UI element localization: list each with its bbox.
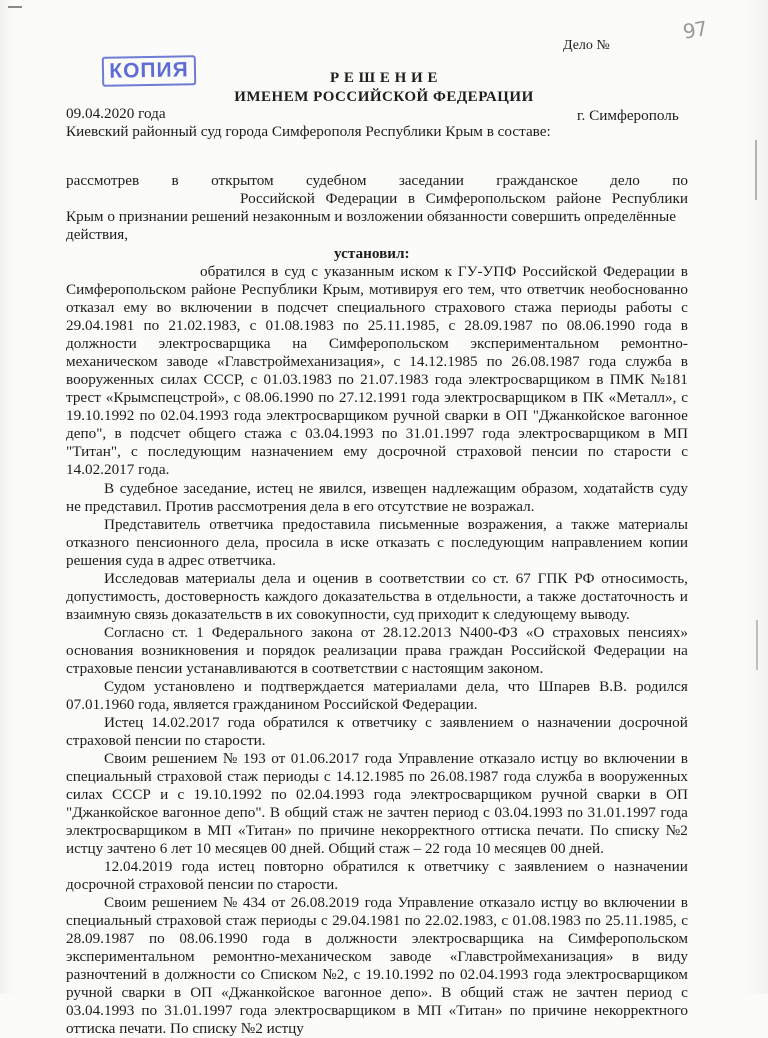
paragraph-line: 28.09.1987 по 08.06.1990 года в должности электросварщика на Симферопольском xyxy=(66,930,688,947)
intro-line: Российской Федерации в Симферопольском районе Республики xyxy=(240,190,688,207)
paragraph-line: Согласно ст. 1 Федерального закона от 28.12.2013 N400-ФЗ «О страховых пенсиях» xyxy=(104,624,688,641)
paragraph-line: ручной сварки в ОП «Джанкойское вагонное депо». В общий стаж не зачтен период с xyxy=(66,984,688,1001)
established-heading: установил: xyxy=(334,245,410,262)
paragraph-line: специальный страховой стаж периоды с 14.12.1985 по 26.08.1987 года служба в вооруженных xyxy=(66,768,688,785)
intro-line: действия, xyxy=(66,226,129,243)
document-title: Р Е Ш Е Н И Е xyxy=(330,70,438,86)
paragraph-line: депо", в подсчет общего стажа с 03.04.1993 по 31.01.1997 года электросварщиком в МП xyxy=(66,425,688,442)
paragraph-line: обратился в суд с указанным иском к ГУ-УПФ Российской Федерации в xyxy=(200,263,688,280)
court-composition: Киевский районный суд города Симферополя Республики Крым в составе: xyxy=(66,123,551,140)
paragraph-line: 07.01.1960 года, является гражданином Российской Федерации. xyxy=(66,696,478,713)
paragraph-line: разночтений в должности со Списком №2, с 19.10.1992 по 02.04.1993 года электросварщиком xyxy=(66,966,688,983)
scan-edge-mark xyxy=(8,6,22,8)
paragraph-line: страховой пенсии по старости. xyxy=(66,732,266,749)
intro-line: рассмотрев в открытом судебном заседании гражданское дело по xyxy=(66,172,688,189)
paragraph-line: Представитель ответчика предоставила письменные возражения, а также материалы xyxy=(104,516,688,533)
paragraph-line: решения суда в адрес ответчика. xyxy=(66,552,276,569)
intro-line: Крым о признании решений незаконным и возложении обязанности совершить определённые xyxy=(66,208,677,225)
paragraph-line: электросварщиком в МП «Титан» по причине некорректного оттиска печати. По списку №2 xyxy=(66,822,688,839)
decision-city: г. Симферополь xyxy=(577,107,679,124)
paragraph-line: Своим решением № 193 от 01.06.2017 года Управление отказало истцу во включении в xyxy=(104,750,688,767)
paragraph-line: механическом заводе «Главстроймеханизация», с 14.12.1985 по 26.08.1987 года служба в xyxy=(66,353,688,370)
paragraph-line: "Титан", с последующим назначением ему досрочной страховой пенсии по старости с xyxy=(66,443,688,460)
decision-date: 09.04.2020 года xyxy=(66,105,166,122)
paragraph-line: вооруженных силах СССР, с 01.03.1983 по 21.07.1983 года электросварщиком в ПМК №181 xyxy=(66,371,688,388)
paragraph-line: 29.04.1981 по 21.02.1983, с 01.08.1983 по 25.11.1985, с 28.09.1987 по 08.06.1990 года в xyxy=(66,317,688,334)
paragraph-line: допустимость, достоверность каждого доказательства в отдельности, а также достаточность и xyxy=(66,588,688,605)
paragraph-line: страховые пенсии устанавливаются в соответствии с настоящим законом. xyxy=(66,660,544,677)
paragraph-line: силах СССР и с 19.10.1992 по 02.04.1993 года электросварщиком ручной сварки в ОП xyxy=(66,786,688,803)
paragraph-line: 19.10.1992 по 02.04.1993 года электросварщиком ручной сварки в ОП "Джанкойское вагонное xyxy=(66,407,688,424)
paragraph-line: основания возникновения и порядок реализации права граждан Российской Федерации на xyxy=(66,642,688,659)
scan-edge-mark xyxy=(755,140,757,200)
copy-stamp: КОПИЯ xyxy=(102,55,197,87)
paragraph-line: отказного пенсионного дела, просила в иске отказать с последующим направлением копии xyxy=(66,534,688,551)
paragraph-line: не представил. Против рассмотрения дела в его отсутствие не возражал. xyxy=(66,498,535,515)
scan-edge-mark xyxy=(756,620,758,670)
paragraph-line: оттиска печати. По списку №2 истцу xyxy=(66,1020,304,1037)
paragraph-line: специальный страховой стаж периоды с 29.04.1981 по 22.02.1983, с 01.08.1983 по 25.11.1985, с xyxy=(66,912,688,929)
document-subtitle: ИМЕНЕМ РОССИЙСКОЙ ФЕДЕРАЦИИ xyxy=(234,89,534,105)
paragraph-line: Своим решением № 434 от 26.08.2019 года Управление отказало истцу во включении в xyxy=(104,894,688,911)
case-number: Дело № xyxy=(563,38,610,53)
paragraph-line: Истец 14.02.2017 года обратился к ответчику с заявлением о назначении досрочной xyxy=(104,714,688,731)
paragraph-line: досрочной страховой пенсии по старости. xyxy=(66,876,339,893)
paragraph-line: должности электросварщика на Симферопольском экспериментальном ремонтно- xyxy=(66,335,688,352)
paragraph-line: Судом установлено и подтверждается материалами дела, что Шпарев В.В. родился xyxy=(104,678,688,695)
paragraph-line: Исследовав материалы дела и оценив в соответствии со ст. 67 ГПК РФ относимость, xyxy=(104,570,688,587)
paragraph-line: В судебное заседание, истец не явился, извещен надлежащим образом, ходатайств суду xyxy=(104,480,688,497)
paragraph-line: взаимную связь доказательств в их совокупности, суд приходит к следующему выводу. xyxy=(66,606,630,623)
paragraph-line: 12.04.2019 года истец повторно обратился к ответчику с заявлением о назначении xyxy=(104,858,688,875)
paragraph-line: отказал ему во включении в подсчет специального страхового стажа периоды работы с xyxy=(66,299,688,316)
paragraph-line: трест «Крымспецстрой», с 08.06.1990 по 27.12.1991 года электросварщиком в ПК «Металл», с xyxy=(66,389,688,406)
paragraph-line: Симферопольском районе Республики Крым, мотивируя его тем, что ответчик необоснованно xyxy=(66,281,688,298)
paragraph-line: "Джанкойское вагонное депо". В общий стаж не зачтен период с 03.04.1993 по 31.01.1997 года xyxy=(66,804,688,821)
handwritten-page-number: 97 xyxy=(681,16,709,44)
paragraph-line: экспериментальном ремонтно-механическом заводе «Главстроймеханизация» в виду xyxy=(66,948,688,965)
paragraph-line: 03.04.1993 по 31.01.1997 года электросварщиком в МП «Титан» по причине некорректного xyxy=(66,1002,688,1019)
paragraph-line: 14.02.2017 года. xyxy=(66,461,170,478)
paragraph-line: истцу зачтено 6 лет 10 месяцев 00 дней. Общий стаж – 22 года 10 месяцев 00 дней. xyxy=(66,840,604,857)
